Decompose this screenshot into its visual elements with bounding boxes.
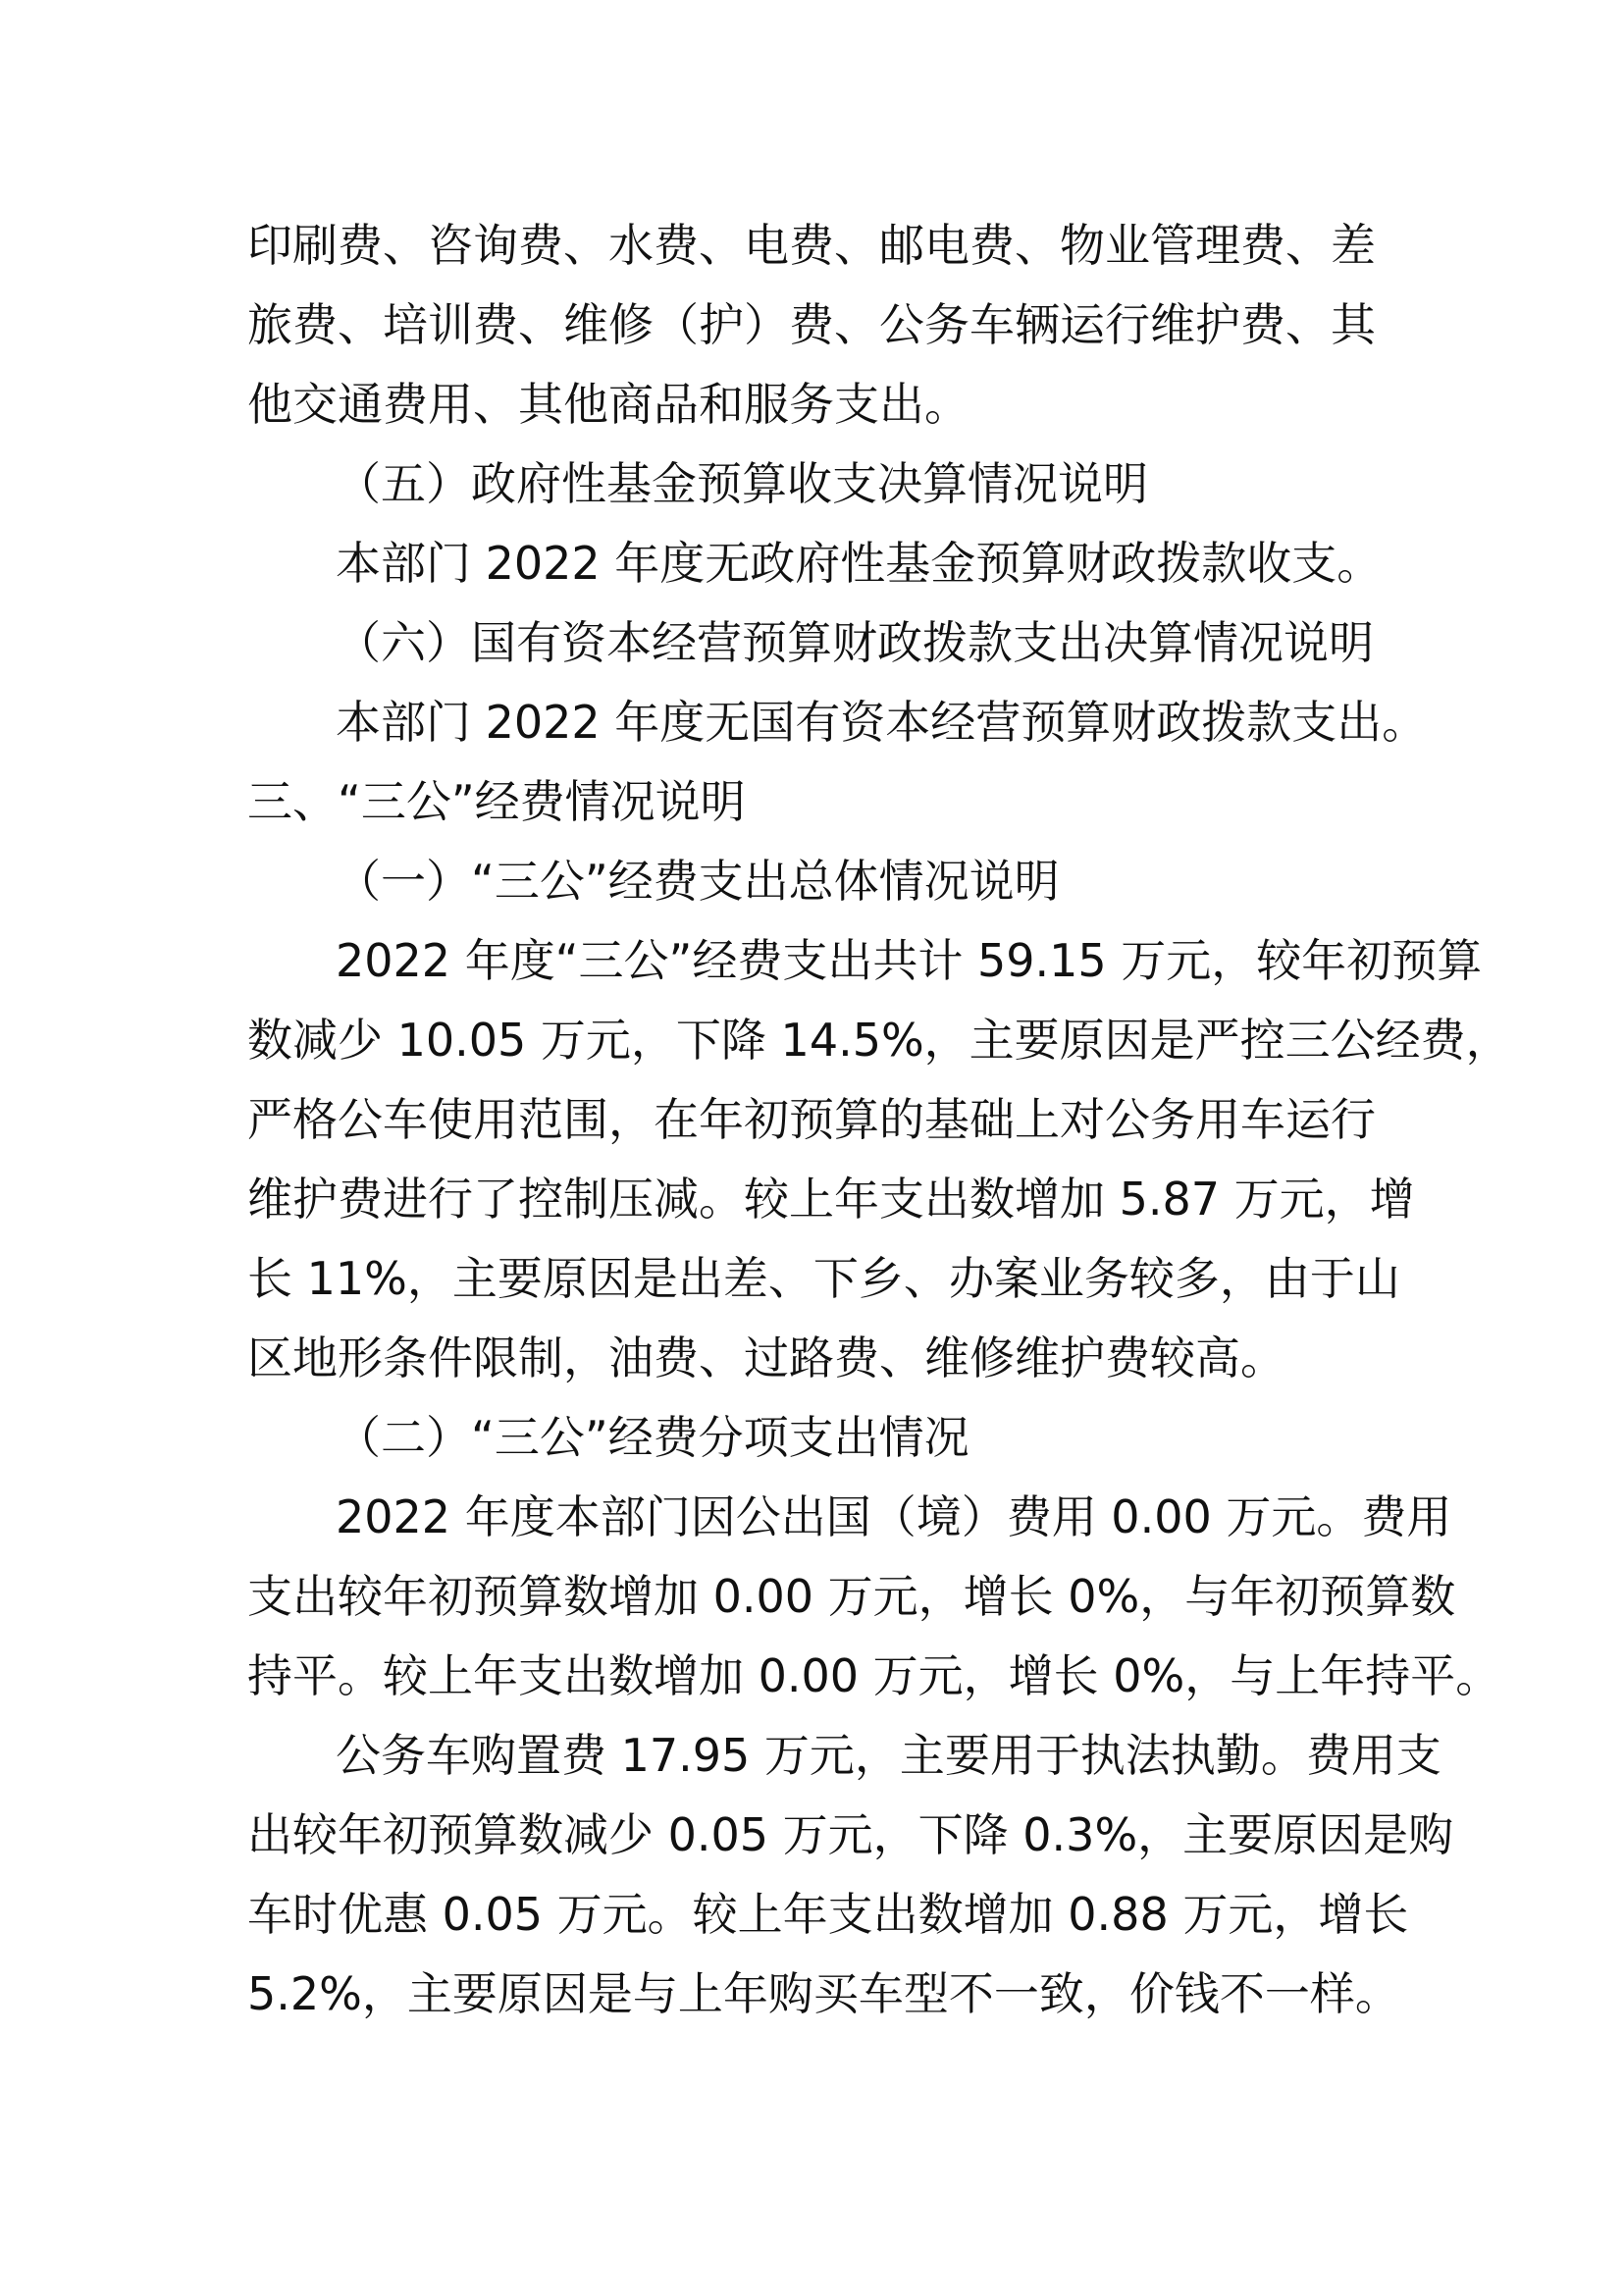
main-heading: 三、“三公”经费情况说明 (247, 775, 746, 828)
section-heading: （五）政府性基金预算收支决算情况说明 (336, 457, 1148, 510)
text-line: 车时优惠 0.05 万元。较上年支出数增加 0.88 万元，增长 (247, 1888, 1409, 1941)
text-line: 出较年初预算数减少 0.05 万元，下降 0.3%，主要原因是购 (247, 1808, 1454, 1861)
text-line: 持平。较上年支出数增加 0.00 万元，增长 0%，与上年持平。 (247, 1649, 1501, 1702)
text-line: 本部门 2022 年度无政府性基金预算财政拨款收支。 (336, 537, 1383, 590)
section-heading: （二）“三公”经费分项支出情况 (336, 1411, 969, 1464)
text-line: 印刷费、咨询费、水费、电费、邮电费、物业管理费、差 (247, 219, 1376, 272)
text-line: 严格公车使用范围，在年初预算的基础上对公务用车运行 (247, 1093, 1376, 1146)
text-line: 本部门 2022 年度无国有资本经营预算财政拨款支出。 (336, 696, 1428, 749)
section-heading: （一）“三公”经费支出总体情况说明 (336, 855, 1060, 908)
text-line: 区地形条件限制，油费、过路费、维修维护费较高。 (247, 1331, 1285, 1384)
text-line: 5.2%，主要原因是与上年购买车型不一致，价钱不一样。 (247, 1967, 1400, 2020)
text-line: 旅费、培训费、维修（护）费、公务车辆运行维护费、其 (247, 298, 1376, 351)
text-line: 公务车购置费 17.95 万元，主要用于执法执勤。费用支 (336, 1729, 1441, 1782)
text-line: 2022 年度本部门因公出国（境）费用 0.00 万元。费用 (336, 1490, 1452, 1543)
text-line: 长 11%，主要原因是出差、下乡、办案业务较多，由于山 (247, 1252, 1400, 1305)
text-line: 支出较年初预算数增加 0.00 万元，增长 0%，与年初预算数 (247, 1570, 1456, 1623)
text-line: 数减少 10.05 万元，下降 14.5%，主要原因是严控三公经费， (247, 1014, 1511, 1067)
text-line: 他交通费用、其他商品和服务支出。 (247, 378, 969, 431)
section-heading: （六）国有资本经营预算财政拨款支出决算情况说明 (336, 616, 1374, 669)
text-line: 2022 年度“三公”经费支出共计 59.15 万元，较年初预算 (336, 934, 1483, 987)
text-line: 维护费进行了控制压减。较上年支出数增加 5.87 万元，增 (247, 1173, 1415, 1226)
